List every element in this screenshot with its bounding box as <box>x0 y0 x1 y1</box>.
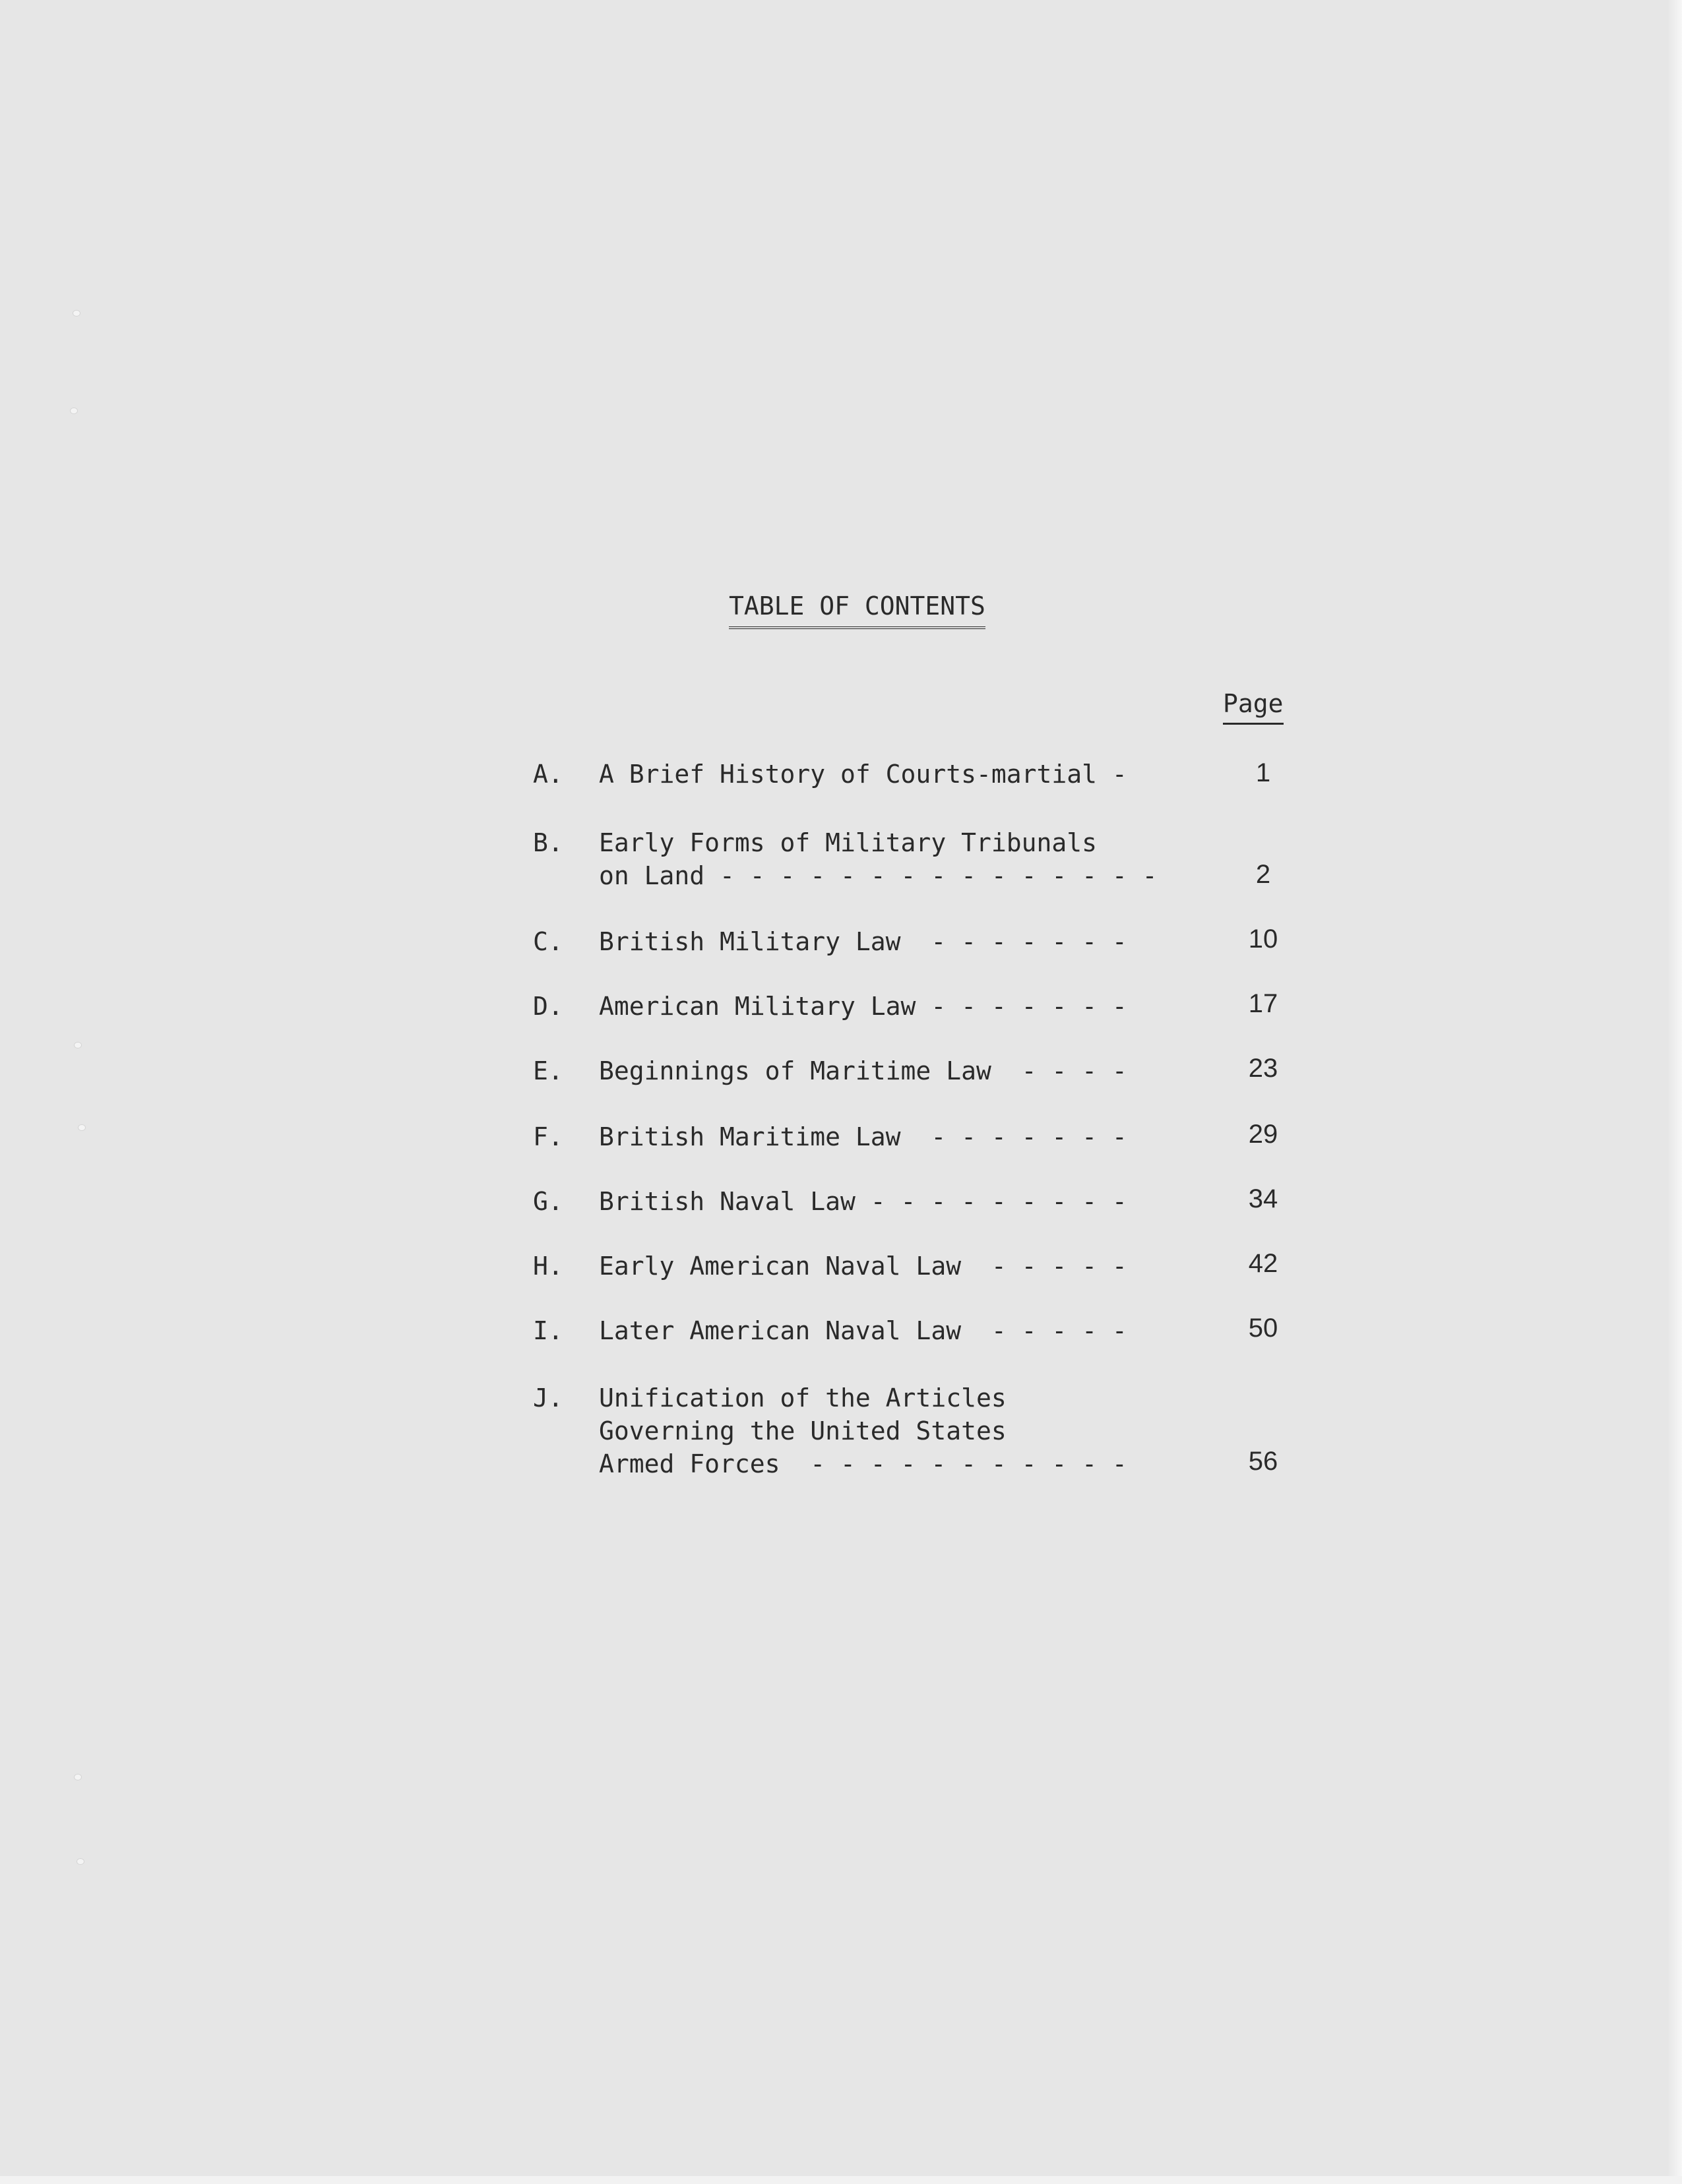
entry-title: Unification of the Articles <box>599 1383 1007 1412</box>
entry-letter: B. <box>533 828 563 857</box>
entry-title: American Military Law - - - - - - - <box>599 992 1127 1021</box>
punch-mark <box>74 1042 82 1048</box>
entry-title-continuation: on Land - - - - - - - - - - - - - - - <box>599 861 1158 890</box>
entry-title: Beginnings of Maritime Law - - - - <box>599 1056 1127 1085</box>
page-bottom-edge <box>0 2176 1682 2184</box>
entry-letter: H. <box>533 1252 563 1281</box>
entry-letter: F. <box>533 1122 563 1151</box>
page-right-edge <box>1667 0 1682 2184</box>
entry-letter: I. <box>533 1316 563 1345</box>
entry-page-number: 42 <box>1248 1249 1278 1278</box>
entry-page-number: 50 <box>1248 1314 1278 1343</box>
punch-mark <box>73 310 80 317</box>
entry-title: British Military Law - - - - - - - <box>599 927 1127 956</box>
page-column-header: Page <box>1223 687 1284 725</box>
entry-page-number: 2 <box>1255 860 1271 889</box>
entry-letter: C. <box>533 927 563 956</box>
punch-mark <box>70 408 78 414</box>
entry-letter: A. <box>533 760 563 789</box>
entry-page-number: 34 <box>1248 1184 1278 1213</box>
entry-page-number: 17 <box>1248 989 1278 1018</box>
entry-letter: E. <box>533 1056 563 1085</box>
entry-page-number: 23 <box>1248 1054 1278 1083</box>
entry-title: Early Forms of Military Tribunals <box>599 828 1097 857</box>
entry-letter: J. <box>533 1383 563 1412</box>
entry-title: British Maritime Law - - - - - - - <box>599 1122 1127 1151</box>
punch-mark <box>77 1858 84 1865</box>
entry-page-number: 56 <box>1248 1447 1278 1476</box>
entry-title: British Naval Law - - - - - - - - - <box>599 1187 1127 1216</box>
entry-page-number: 10 <box>1248 925 1278 954</box>
entry-title: Early American Naval Law - - - - - <box>599 1252 1127 1281</box>
toc-title: TABLE OF CONTENTS <box>729 590 985 629</box>
entry-title: A Brief History of Courts-martial - <box>599 760 1127 789</box>
punch-mark <box>74 1774 82 1780</box>
entry-title-continuation: Governing the United States <box>599 1416 1007 1445</box>
entry-page-number: 29 <box>1248 1120 1278 1149</box>
entry-page-number: 1 <box>1255 758 1271 787</box>
entry-title-continuation: Armed Forces - - - - - - - - - - - <box>599 1449 1127 1478</box>
entry-letter: G. <box>533 1187 563 1216</box>
entry-letter: D. <box>533 992 563 1021</box>
entry-title: Later American Naval Law - - - - - <box>599 1316 1127 1345</box>
punch-mark <box>78 1124 86 1131</box>
